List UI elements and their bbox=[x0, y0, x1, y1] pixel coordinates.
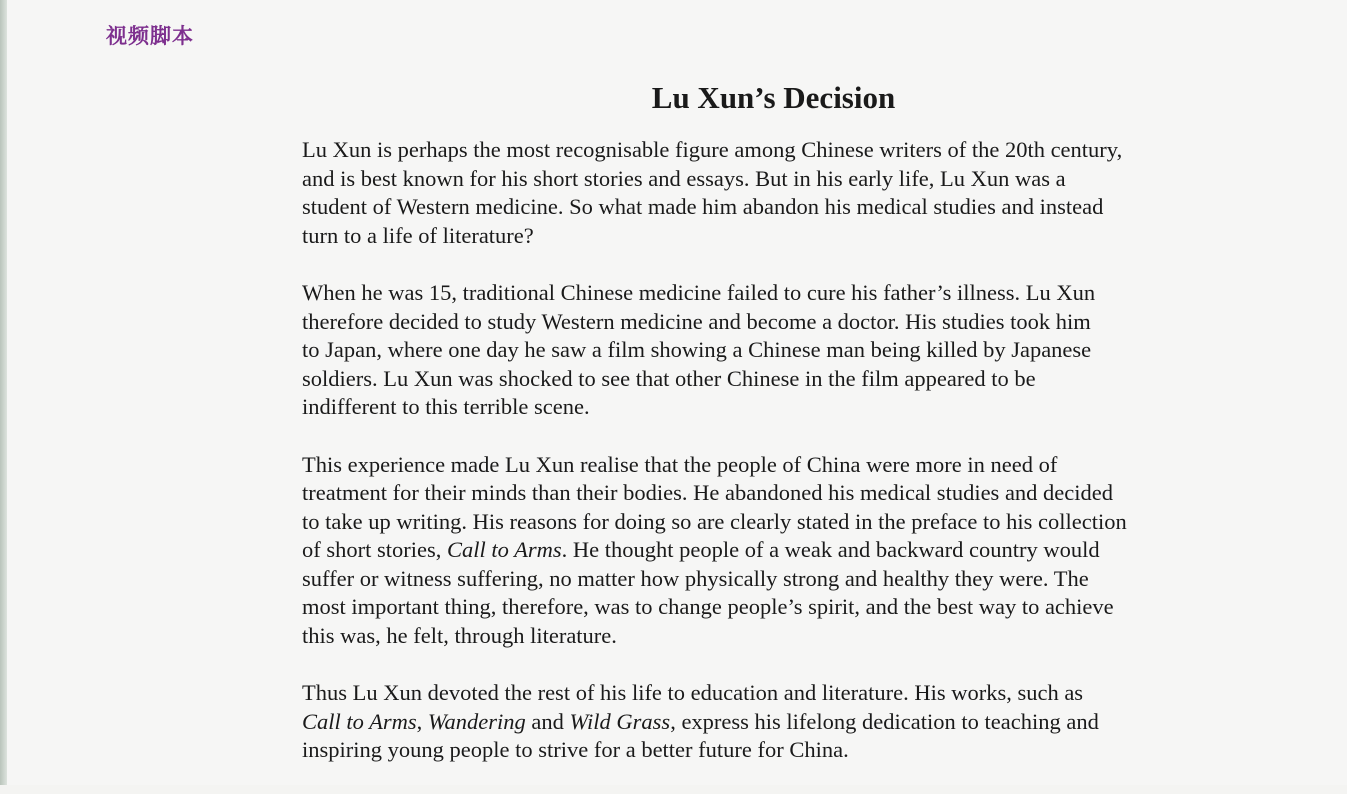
text-segment: treatment for their minds than their bodies. He abandoned his medical studies and decided bbox=[302, 480, 1114, 505]
paragraph-3 bbox=[302, 451, 1262, 651]
text-segment: to Japan, where one day he saw a film showing a Chinese man being killed by Japanese bbox=[302, 337, 1092, 362]
text-line bbox=[302, 222, 1262, 251]
text-segment: of short stories, bbox=[302, 537, 447, 562]
text-line bbox=[302, 565, 1262, 594]
text-segment: inspiring young people to strive for a better future for China. bbox=[302, 737, 849, 762]
text-line bbox=[302, 165, 1262, 194]
text-line bbox=[302, 193, 1262, 222]
text-line bbox=[302, 593, 1262, 622]
text-segment: suffer or witness suffering, no matter how physically strong and healthy they were. The bbox=[302, 565, 1089, 591]
text-segment: When he was 15, traditional Chinese medicine failed to cure his father’s illness. Lu Xun bbox=[302, 280, 1096, 305]
text-line bbox=[302, 622, 1262, 651]
page-title: Lu Xun’s Decision bbox=[651, 80, 896, 115]
book-title: Wandering bbox=[427, 708, 526, 734]
text-segment: turn to a life of literature? bbox=[302, 222, 534, 248]
text-segment: and is best known for his short stories and essays. But in his early life, Lu Xun was a bbox=[302, 165, 1066, 191]
text-segment: , express his lifelong dedication to teaching and bbox=[670, 708, 1099, 734]
text-segment: This experience made Lu Xun realise that the people of China were more in need of bbox=[302, 451, 1058, 477]
text-segment: and bbox=[525, 708, 570, 734]
paragraph-1 bbox=[302, 136, 1262, 250]
text-line bbox=[302, 279, 1262, 308]
text-line bbox=[302, 679, 1262, 708]
text-segment: indifferent to this terrible scene. bbox=[302, 394, 590, 419]
text-line bbox=[302, 393, 1262, 422]
text-segment: this was, he felt, through literature. bbox=[302, 622, 617, 648]
page-edge bbox=[0, 0, 7, 785]
section-tag: 视频脚本 bbox=[106, 24, 194, 48]
book-title: Call to Arms bbox=[302, 708, 417, 734]
text-segment: soldiers. Lu Xun was shocked to see that other Chinese in the film appeared to be bbox=[302, 365, 1036, 391]
text-line bbox=[302, 736, 1262, 765]
text-segment: most important thing, therefore, was to change people’s spirit, and the best way to achieve bbox=[302, 594, 1114, 619]
paragraph-4 bbox=[302, 679, 1262, 765]
text-line bbox=[302, 308, 1262, 337]
text-segment: student of Western medicine. So what made him abandon his medical studies and instead bbox=[302, 194, 1104, 219]
book-title: Call to Arms bbox=[447, 537, 562, 562]
article-body bbox=[302, 136, 1262, 794]
text-segment: , bbox=[416, 708, 428, 734]
text-line bbox=[302, 508, 1262, 537]
text-segment: Lu Xun is perhaps the most recognisable figure among Chinese writers of the 20th century, bbox=[302, 137, 1123, 162]
text-segment: to take up writing. His reasons for doing so are clearly stated in the preface to his collection bbox=[302, 508, 1127, 534]
text-line bbox=[302, 536, 1262, 565]
book-title: Wild Grass bbox=[569, 708, 671, 734]
text-line bbox=[302, 479, 1262, 508]
text-line bbox=[302, 451, 1262, 480]
text-line bbox=[302, 365, 1262, 394]
text-segment: . He thought people of a weak and backward country would bbox=[561, 537, 1100, 562]
text-segment: Thus Lu Xun devoted the rest of his life to education and literature. His works, such as bbox=[302, 680, 1084, 705]
paragraph-2 bbox=[302, 279, 1262, 422]
text-line bbox=[302, 708, 1262, 737]
text-segment: therefore decided to study Western medicine and become a doctor. His studies took him bbox=[302, 308, 1091, 334]
text-line bbox=[302, 336, 1262, 365]
text-line bbox=[302, 136, 1262, 165]
